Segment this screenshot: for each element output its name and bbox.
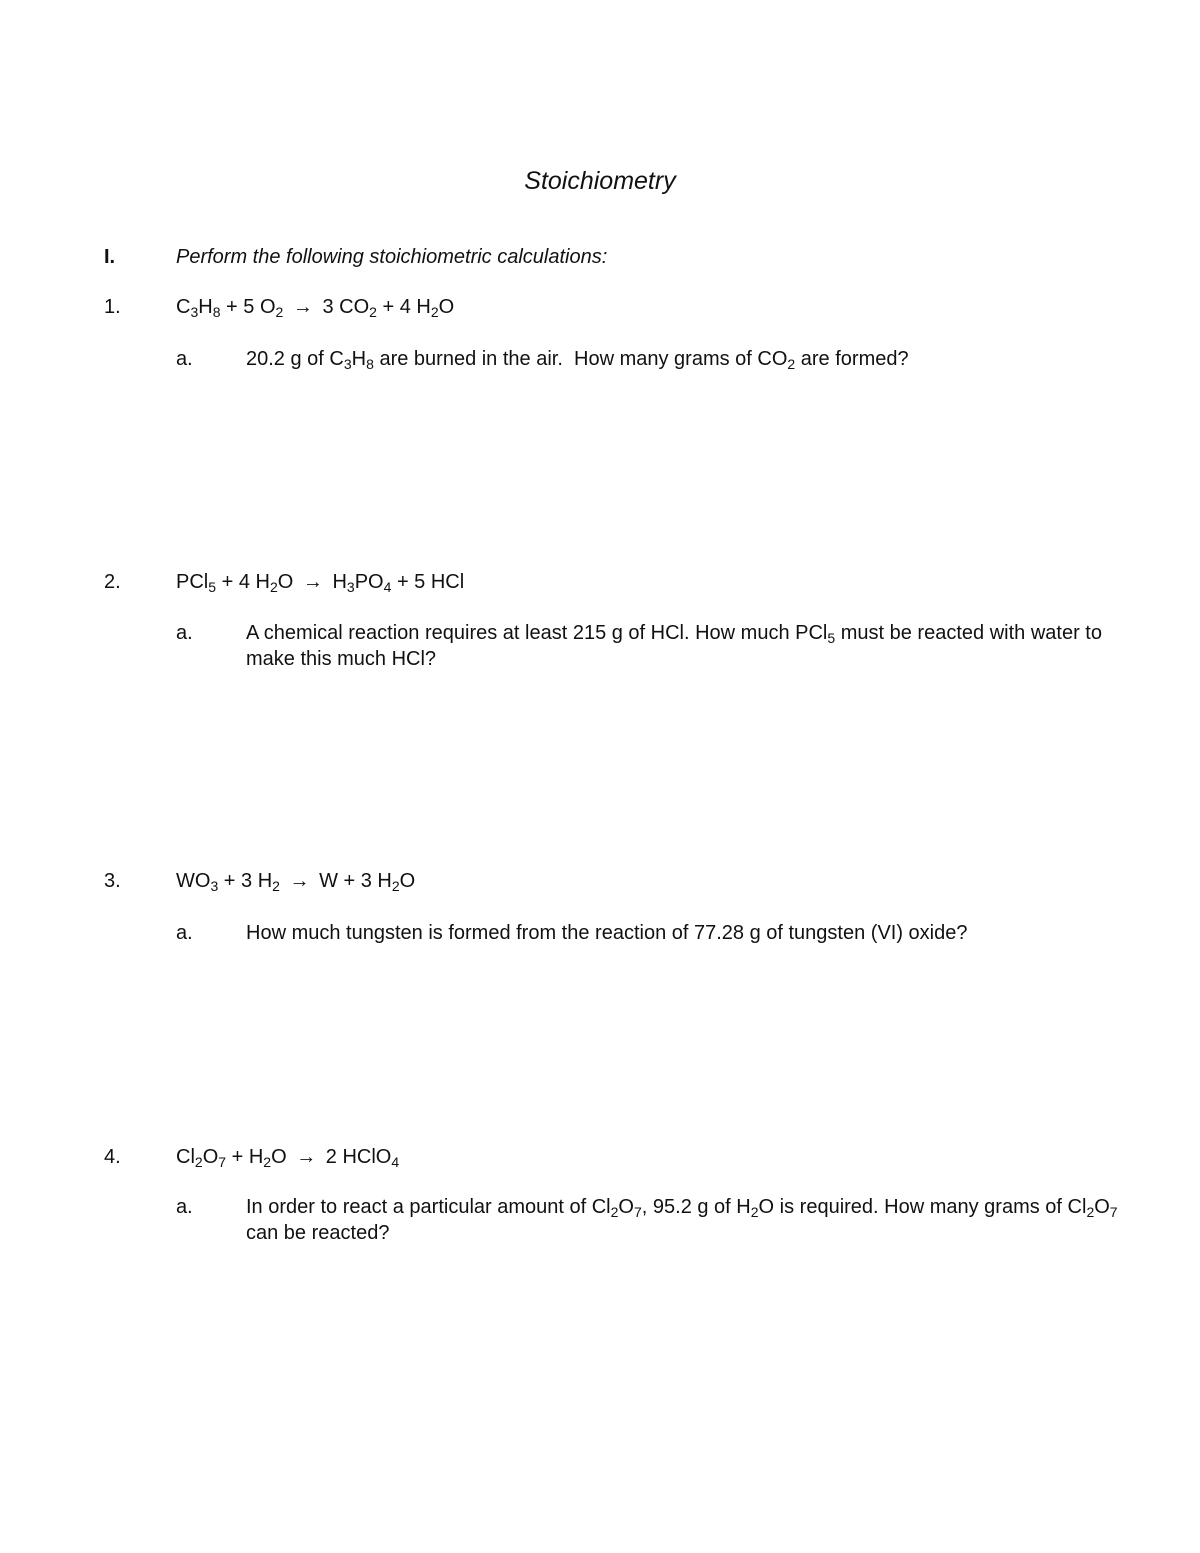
problem-1-number: 1.: [104, 296, 121, 318]
problem-1-part-letter: a.: [176, 348, 193, 370]
reaction-arrow: →: [296, 1146, 317, 1168]
page-title: Stoichiometry: [524, 167, 676, 195]
reaction-arrow: →: [289, 870, 310, 892]
reaction-arrow: →: [302, 571, 323, 593]
problem-2-question: A chemical reaction requires at least 215 g of HCl. How much PCl$_5$ must be reacted with water to make this much HCl?: [246, 622, 1102, 670]
problem-4-part-letter: a.: [176, 1196, 193, 1218]
problem-3-number: 3.: [104, 870, 121, 892]
section-numeral: I.: [104, 246, 116, 268]
reaction-arrow: →: [292, 296, 313, 318]
problem-3-part-letter: a.: [176, 922, 193, 944]
problem-2-equation: PCl$_5$ + 4 $H_2O \to H_3PO_4 + 5$ HCl: [176, 571, 465, 595]
problem-3-question: How much tungsten is formed from the reaction of 77.28 g of tungsten (VI) oxide?: [246, 922, 968, 944]
problem-2-number: 2.: [104, 571, 121, 593]
problem-4-question: In order to react a particular amount of $Cl_2O_7$, 95.2 g of $H_2O$ is required. How many grams of $Cl_2O_7$ can be reacted?: [246, 1196, 1118, 1244]
problem-1-question: 20.2 g of $C_3H_8$ are burned in the air. How many grams of $CO_2$ are formed?: [246, 348, 909, 372]
section-instruction: Perform the following stoichiometric calculations:: [176, 246, 608, 268]
problem-3-equation: $WO_3 + 3$ $H_2 \to W + 3$ $H_2O$: [176, 870, 416, 894]
problem-4-equation: $Cl_2O_7 + H_2O \to 2$ HClO$_4$: [176, 1146, 400, 1170]
problem-1-equation: $C_3H_8 + 5$ $O_2 \to 3$ $CO_2 + 4$ $H_2O$: [176, 296, 455, 320]
problem-2-part-letter: a.: [176, 622, 193, 644]
problem-4-number: 4.: [104, 1146, 121, 1168]
